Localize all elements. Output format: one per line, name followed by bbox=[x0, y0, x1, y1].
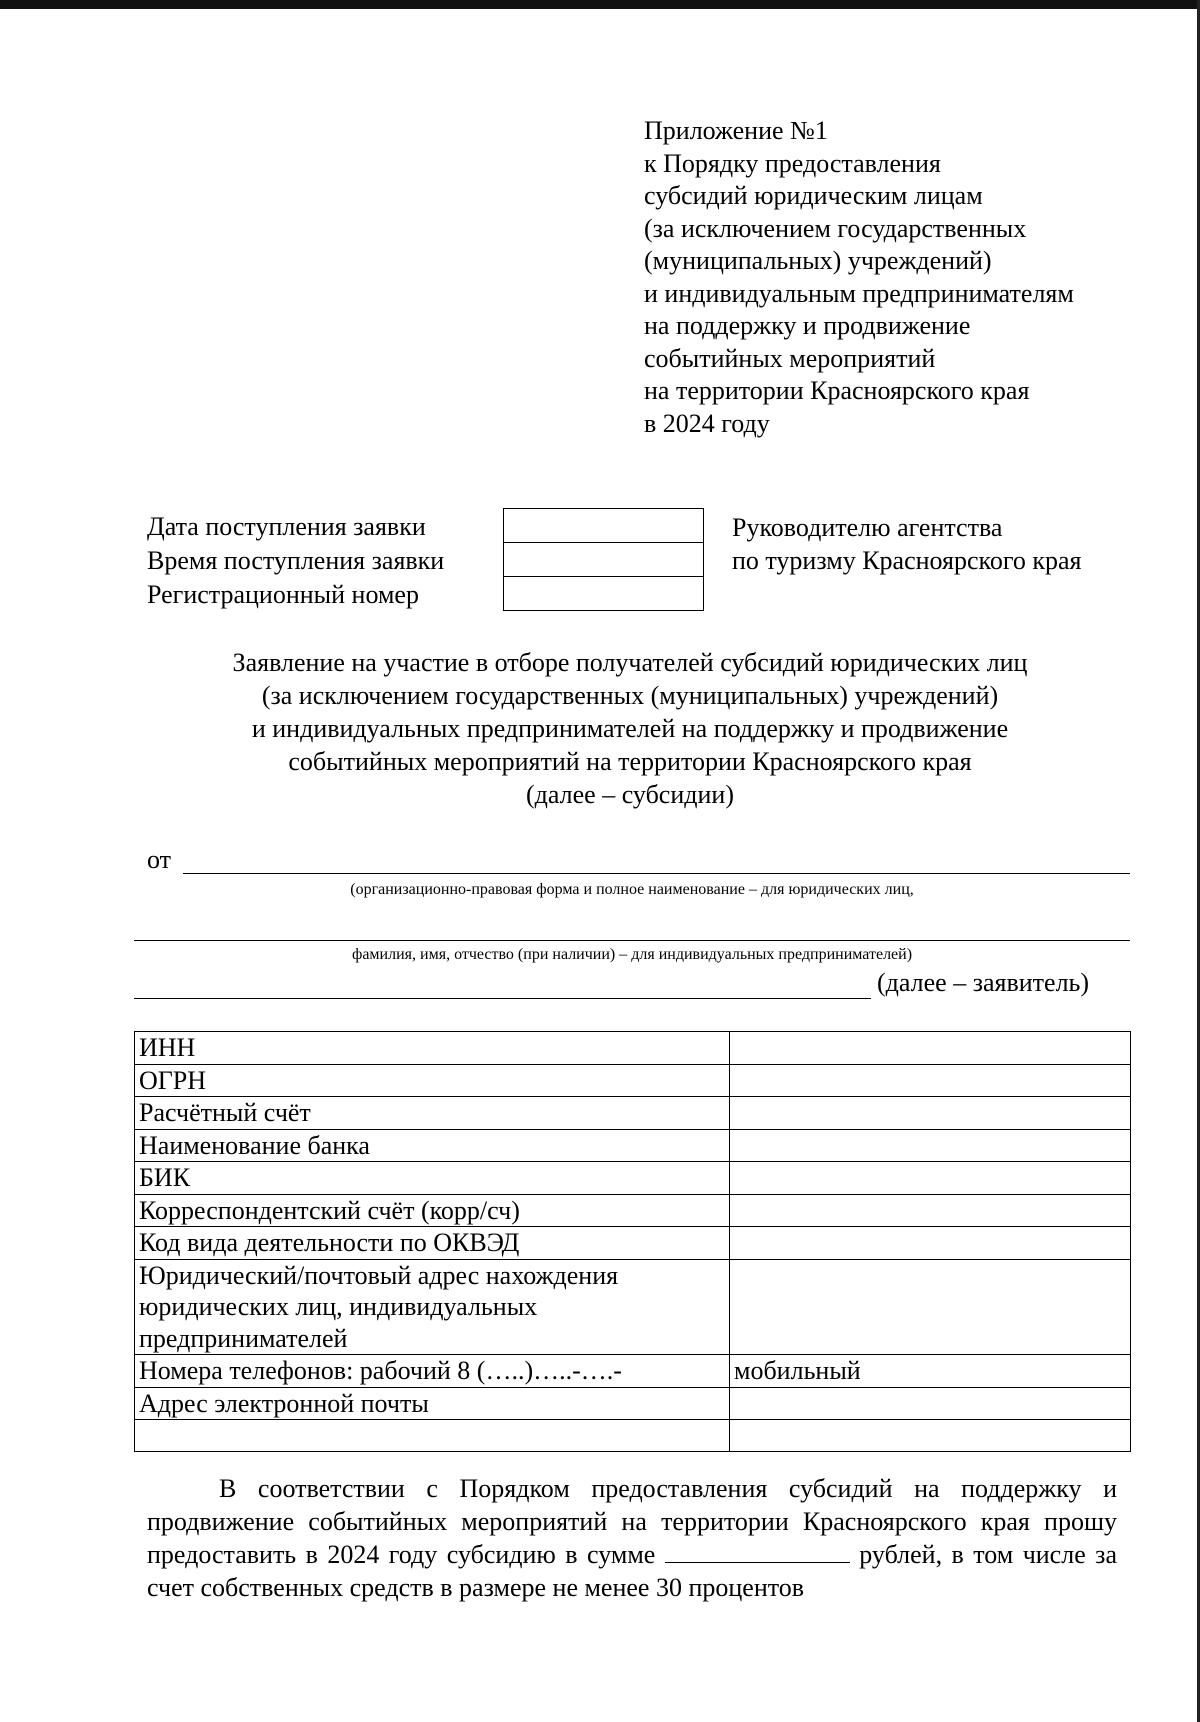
table-row bbox=[135, 1420, 1131, 1452]
row-label: ОГРН bbox=[135, 1064, 730, 1097]
receipt-date-label: Дата поступления заявки bbox=[147, 512, 426, 541]
row-value[interactable]: мобильный bbox=[730, 1355, 1131, 1388]
row-label: Номера телефонов: рабочий 8 (…..)…..-….- bbox=[135, 1355, 730, 1388]
addressee-line: Руководителю агентства bbox=[732, 513, 1003, 542]
appendix-line: к Порядку предоставления bbox=[644, 148, 941, 178]
receipt-time-label: Время поступления заявки bbox=[147, 546, 445, 575]
appendix-line: событийных мероприятий bbox=[644, 343, 936, 373]
appendix-line: на поддержку и продвижение bbox=[644, 311, 971, 340]
table-row bbox=[135, 1129, 1131, 1162]
row-value[interactable] bbox=[730, 1032, 1131, 1065]
appendix-line: (муниципальных) учреждений) bbox=[644, 246, 992, 275]
row-label: Юридический/почтовый адрес нахождения юридических лиц, индивидуальных предпринимателей bbox=[135, 1259, 730, 1355]
row-value[interactable] bbox=[730, 1097, 1131, 1130]
registration-number-box[interactable] bbox=[503, 576, 704, 611]
applicant-name-line-1[interactable] bbox=[183, 873, 1130, 874]
row-label: Корреспондентский счёт (корр/сч) bbox=[135, 1194, 730, 1227]
title-line: Заявление на участие в отборе получателей субсидий юридических лиц bbox=[232, 648, 1028, 677]
row-label: БИК bbox=[135, 1162, 730, 1195]
scan-border-top bbox=[0, 0, 1200, 9]
row-label: Адрес электронной почты bbox=[135, 1387, 730, 1420]
caption-legal-entity: (организационно-правовая форма и полное наименование – для юридических лиц, bbox=[350, 881, 914, 898]
caption-individual: фамилия, имя, отчество (при наличии) – для индивидуальных предпринимателей) bbox=[351, 946, 913, 963]
application-title bbox=[130, 646, 1130, 811]
title-line: событийных мероприятий на территории Красноярского края bbox=[288, 747, 972, 776]
receipt-boxes bbox=[503, 508, 704, 611]
row-value[interactable] bbox=[730, 1227, 1131, 1260]
receipt-time-box[interactable] bbox=[503, 542, 704, 576]
appendix-line: в 2024 году bbox=[644, 408, 770, 438]
addressee bbox=[732, 511, 1172, 577]
appendix-line: Приложение №1 bbox=[644, 116, 828, 145]
requisites-table bbox=[134, 1031, 1131, 1452]
receipt-date-box[interactable] bbox=[503, 508, 704, 542]
table-row bbox=[135, 1194, 1131, 1227]
row-label bbox=[135, 1420, 730, 1452]
appendix-line: на территории Красноярского края bbox=[644, 376, 1030, 405]
applicant-suffix: (далее – заявитель) bbox=[877, 968, 1090, 997]
from-label: от bbox=[147, 845, 172, 874]
row-label: ИНН bbox=[135, 1032, 730, 1065]
row-value[interactable] bbox=[730, 1129, 1131, 1162]
registration-number-label: Регистрационный номер bbox=[147, 580, 419, 609]
request-paragraph bbox=[147, 1472, 1117, 1604]
row-value[interactable] bbox=[730, 1259, 1131, 1355]
row-label: Код вида деятельности по ОКВЭД bbox=[135, 1227, 730, 1260]
addressee-line: по туризму Красноярского края bbox=[732, 546, 1082, 575]
receipt-labels bbox=[147, 510, 444, 612]
title-line: (за исключением государственных (муниципальных) учреждений) bbox=[261, 681, 999, 710]
table-row bbox=[135, 1032, 1131, 1065]
row-label: Расчётный счёт bbox=[135, 1097, 730, 1130]
row-value[interactable] bbox=[730, 1387, 1131, 1420]
row-value[interactable] bbox=[730, 1420, 1131, 1452]
appendix-line: и индивидуальным предпринимателям bbox=[644, 278, 1074, 308]
table-row bbox=[135, 1097, 1131, 1130]
request-text-after: рублей, в том числе за счет собственных средств в размере не менее 30 процентов bbox=[147, 1540, 1117, 1602]
subsidy-amount-blank[interactable] bbox=[665, 1542, 850, 1563]
table-row bbox=[135, 1259, 1131, 1355]
title-line: (далее – субсидии) bbox=[526, 780, 734, 809]
table-row bbox=[135, 1162, 1131, 1195]
row-value[interactable] bbox=[730, 1064, 1131, 1097]
applicant-name-line-2[interactable] bbox=[134, 940, 1130, 941]
row-value[interactable] bbox=[730, 1194, 1131, 1227]
table-row bbox=[135, 1355, 1131, 1388]
applicant-name-line-3[interactable] bbox=[134, 998, 871, 999]
appendix-line: (за исключением государственных bbox=[644, 213, 1027, 243]
row-value[interactable] bbox=[730, 1162, 1131, 1195]
appendix-line: субсидий юридическим лицам bbox=[644, 181, 983, 210]
request-text-before: В соответствии с Порядком предоставления субсидий на поддержку и продвижение событийных мероприятий на территории Красноярского края прошу предоставить в 2024 году субсидию в сумме bbox=[147, 1474, 1117, 1569]
table-row bbox=[135, 1387, 1131, 1420]
appendix-header bbox=[644, 115, 1164, 440]
table-row bbox=[135, 1064, 1131, 1097]
title-line: и индивидуальных предпринимателей на поддержку и продвижение bbox=[251, 714, 1009, 743]
table-row bbox=[135, 1227, 1131, 1260]
row-label: Наименование банка bbox=[135, 1129, 730, 1162]
